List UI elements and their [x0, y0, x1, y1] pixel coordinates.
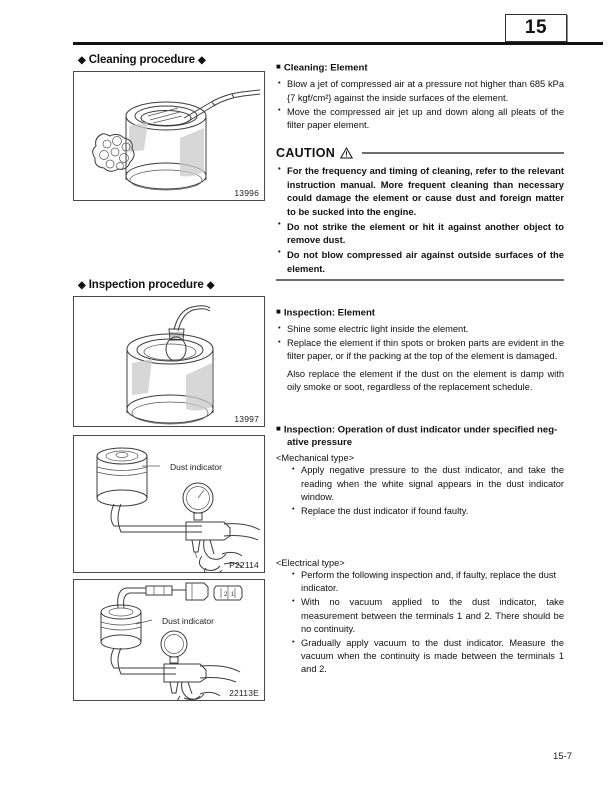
- section-heading-inspection-procedure: [78, 279, 265, 291]
- terminal-label-2: 2: [224, 592, 228, 598]
- dust-cloud-icon: [93, 134, 134, 172]
- figure-mechanical-drawing: [74, 436, 265, 573]
- block-caution: [276, 146, 564, 280]
- right-text-column: [276, 62, 564, 678]
- block-cleaning-element: [276, 62, 564, 132]
- caution-top-rule: [362, 152, 564, 153]
- list-item-continuation: Also replace the element if the dust on the element is damp with oily smoke or soot, regardless of the replacement schedule.: [287, 368, 564, 392]
- list-item: • Gradually apply vacuum to the dust indicator. Measure the vacuum when the continuity is made between the terminals 1 and 2.: [290, 637, 564, 677]
- diamond-icon-right: ◆: [198, 55, 206, 66]
- figure-id-13997: 13997: [234, 414, 259, 424]
- page-number: 15: [524, 17, 548, 38]
- section-heading-inspection-procedure-label: Inspection procedure: [88, 279, 204, 291]
- figure-electrical-drawing: [74, 580, 265, 701]
- figure-callout-dust-indicator-electrical: Dust indicator: [162, 616, 214, 626]
- list-item: • Replace the dust indicator if found faulty.: [290, 505, 564, 518]
- left-figure-column: [73, 48, 265, 701]
- list-electrical-type: [290, 569, 564, 595]
- caution-title: CAUTION: [276, 146, 336, 161]
- section-heading-cleaning-procedure: [78, 54, 265, 66]
- figure-electrical-dust-indicator: [73, 579, 265, 701]
- list-item: • Blow a jet of compressed air at a pressure not higher than 685 kPa {7 kgf/cm²} against the inside surfaces of the element.: [276, 78, 564, 104]
- list-item: • Move the compressed air jet up and down along all pleats of the filter paper element.: [276, 106, 564, 132]
- figure-cleaning-drawing: [74, 72, 265, 201]
- header-rule: [73, 42, 603, 45]
- figure-id-P22114: P22114: [229, 560, 259, 570]
- list-item: • Do not strike the element or hit it against another object to remove dust.: [276, 220, 564, 247]
- diamond-icon-right-2: ◆: [206, 280, 215, 291]
- diamond-icon-left: ◆: [78, 55, 86, 66]
- list-item: • Shine some electric light inside the element.: [276, 323, 564, 336]
- block-inspection-dust-indicator: [276, 424, 564, 677]
- list-item: [276, 337, 564, 394]
- diamond-icon-left-2: ◆: [78, 280, 86, 291]
- list-inspection-element: [276, 323, 564, 394]
- list-item: • Perform the following inspection and, if faulty, replace the dust indicator.: [290, 569, 564, 595]
- heading-inspection-dust-indicator-line2: ative pressure: [287, 437, 353, 449]
- label-electrical-type: <Electrical type>: [276, 558, 345, 569]
- page-number-box: [505, 14, 567, 42]
- warning-triangle-icon: [340, 147, 353, 159]
- connector-terminal-diagram: [214, 586, 242, 600]
- list-item: • Apply negative pressure to the dust indicator, and take the reading when the white signal appears in the dust indicator window.: [290, 464, 564, 504]
- heading-cleaning-element: [276, 62, 564, 75]
- heading-inspection-dust-indicator: [276, 424, 564, 450]
- list-item-text: Replace the element if thin spots or broken parts are evident in the filter paper, or if the packing at the top of the element is damaged.: [287, 338, 564, 362]
- list-mechanical-type: [290, 464, 564, 518]
- heading-inspection-element-label: Inspection: Element: [283, 307, 375, 319]
- figure-mechanical-dust-indicator: [73, 435, 265, 573]
- figure-id-13996: 13996: [234, 188, 259, 198]
- square-bullet-icon: ■: [276, 423, 281, 433]
- figure-inspection-drawing: [74, 297, 265, 427]
- label-mechanical-type: <Mechanical type>: [276, 453, 355, 464]
- caution-bottom-rule: [276, 279, 564, 280]
- figure-callout-dust-indicator-mechanical: Dust indicator: [170, 462, 222, 472]
- list-item: • With no vacuum applied to the dust indicator, take measurement between the terminals 1 and 2. There should be no continuity.: [290, 596, 564, 636]
- heading-cleaning-element-label: Cleaning: Element: [283, 62, 368, 74]
- caution-title-row: [276, 146, 564, 160]
- square-bullet-icon: ■: [276, 62, 281, 71]
- block-inspection-element: [276, 307, 564, 394]
- list-item: • Do not blow compressed air against outside surfaces of the element.: [276, 248, 564, 275]
- page-footer: 15-7: [552, 751, 572, 762]
- figure-air-cleaner-element-inspection: [73, 296, 265, 427]
- figure-id-22113E: 22113E: [229, 688, 259, 698]
- list-cleaning-element: [276, 78, 564, 132]
- list-caution: [276, 164, 564, 275]
- figure-air-cleaner-element-cleaning: [73, 71, 265, 201]
- square-bullet-icon: ■: [276, 306, 281, 316]
- section-heading-cleaning-procedure-label: Cleaning procedure: [88, 54, 195, 66]
- list-item: • For the frequency and timing of cleaning, refer to the relevant instruction manual. More frequent cleaning than necessary could damage the element or cause dust and foreign matter to be sucked into the engine.: [276, 164, 564, 219]
- list-electrical-type-sub: [290, 596, 564, 676]
- terminal-label-1: 1: [231, 592, 235, 598]
- heading-inspection-element: [276, 307, 564, 320]
- heading-inspection-dust-indicator-line1: Inspection: Operation of dust indicator under specified neg-: [283, 424, 558, 436]
